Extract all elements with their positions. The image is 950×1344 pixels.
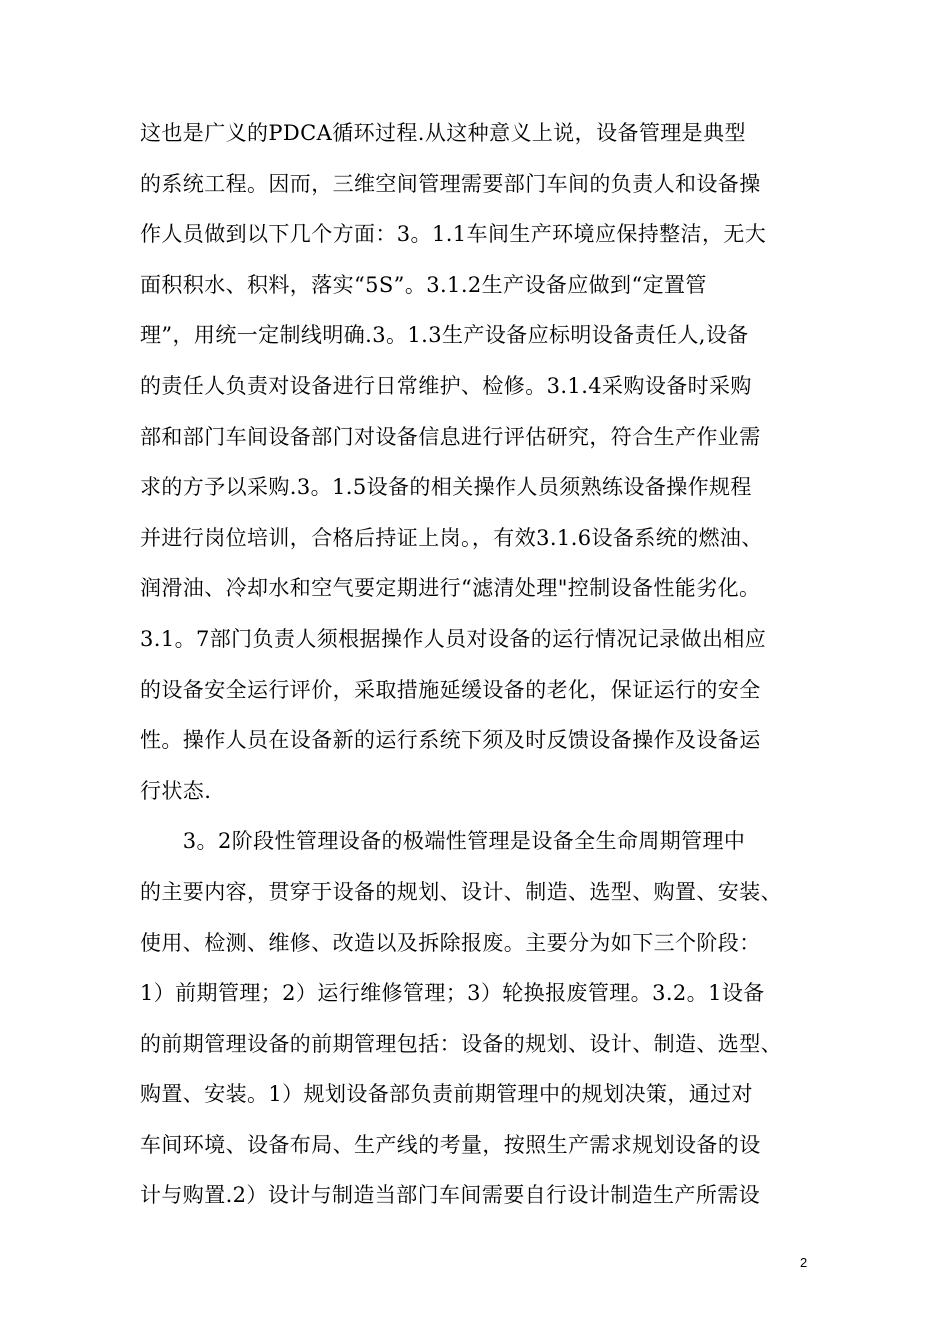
text-line: 这也是广义的PDCA循环过程.从这种意义上说，设备管理是典型 (140, 121, 746, 145)
text-line: 行状态. (140, 778, 212, 803)
text-line: 的责任人负责对设备进行日常维护、检修。3.1.4采购设备时采购 (140, 373, 752, 398)
text-line: 并进行岗位培训，合格后持证上岗。，有效3.1.6设备系统的燃油、 (140, 525, 763, 550)
text-line: 理”，用统一定制线明确.3。1.3生产设备应标明设备责任人,设备 (140, 323, 749, 348)
text-line: 求的方予以采购.3。1.5设备的相关操作人员须熟练设备操作规程 (140, 475, 752, 500)
text-line: 使用、检测、维修、改造以及拆除报废。主要分为如下三个阶段： (140, 930, 761, 955)
text-line: 润滑油、冷却水和空气要定期进行“滤清处理"控制设备性能劣化。 (140, 576, 761, 601)
page-number: 2 (800, 1255, 808, 1270)
body-text (140, 108, 840, 1221)
text-line: 3.1。7部门负责人须根据操作人员对设备的运行情况记录做出相应 (140, 626, 767, 651)
text-line: 部和部门车间设备部门对设备信息进行评估研究，符合生产作业需 (140, 424, 761, 449)
text-line: 的设备安全运行评价，采取措施延缓设备的老化，保证运行的安全 (140, 677, 761, 702)
text-line: 面积积水、积料，落实“5S”。3.1.2生产设备应做到“定置管 (140, 272, 707, 297)
text-line: 3。2阶段性管理设备的极端性管理是设备全生命周期管理中 (140, 829, 746, 854)
text-line: 的主要内容，贯穿于设备的规划、设计、制造、选型、购置、安装、 (140, 879, 782, 904)
text-line: 的前期管理设备的前期管理包括：设备的规划、设计、制造、选型、 (140, 1031, 782, 1056)
text-line: 作人员做到以下几个方面：3。1.1车间生产环境应保持整洁，无大 (140, 222, 767, 247)
text-line: 性。操作人员在设备新的运行系统下须及时反馈设备操作及设备运 (140, 728, 761, 753)
text-line: 的系统工程。因而，三维空间管理需要部门车间的负责人和设备操 (140, 171, 761, 196)
text-line: 计与购置.2）设计与制造当部门车间需要自行设计制造生产所需设 (140, 1183, 761, 1208)
text-line: 购置、安装。1）规划设备部负责前期管理中的规划决策，通过对 (140, 1082, 753, 1107)
text-line: 车间环境、设备布局、生产线的考量，按照生产需求规划设备的设 (140, 1132, 761, 1157)
text-line: 1）前期管理；2）运行维修管理；3）轮换报废管理。3.2。1设备 (140, 981, 765, 1006)
